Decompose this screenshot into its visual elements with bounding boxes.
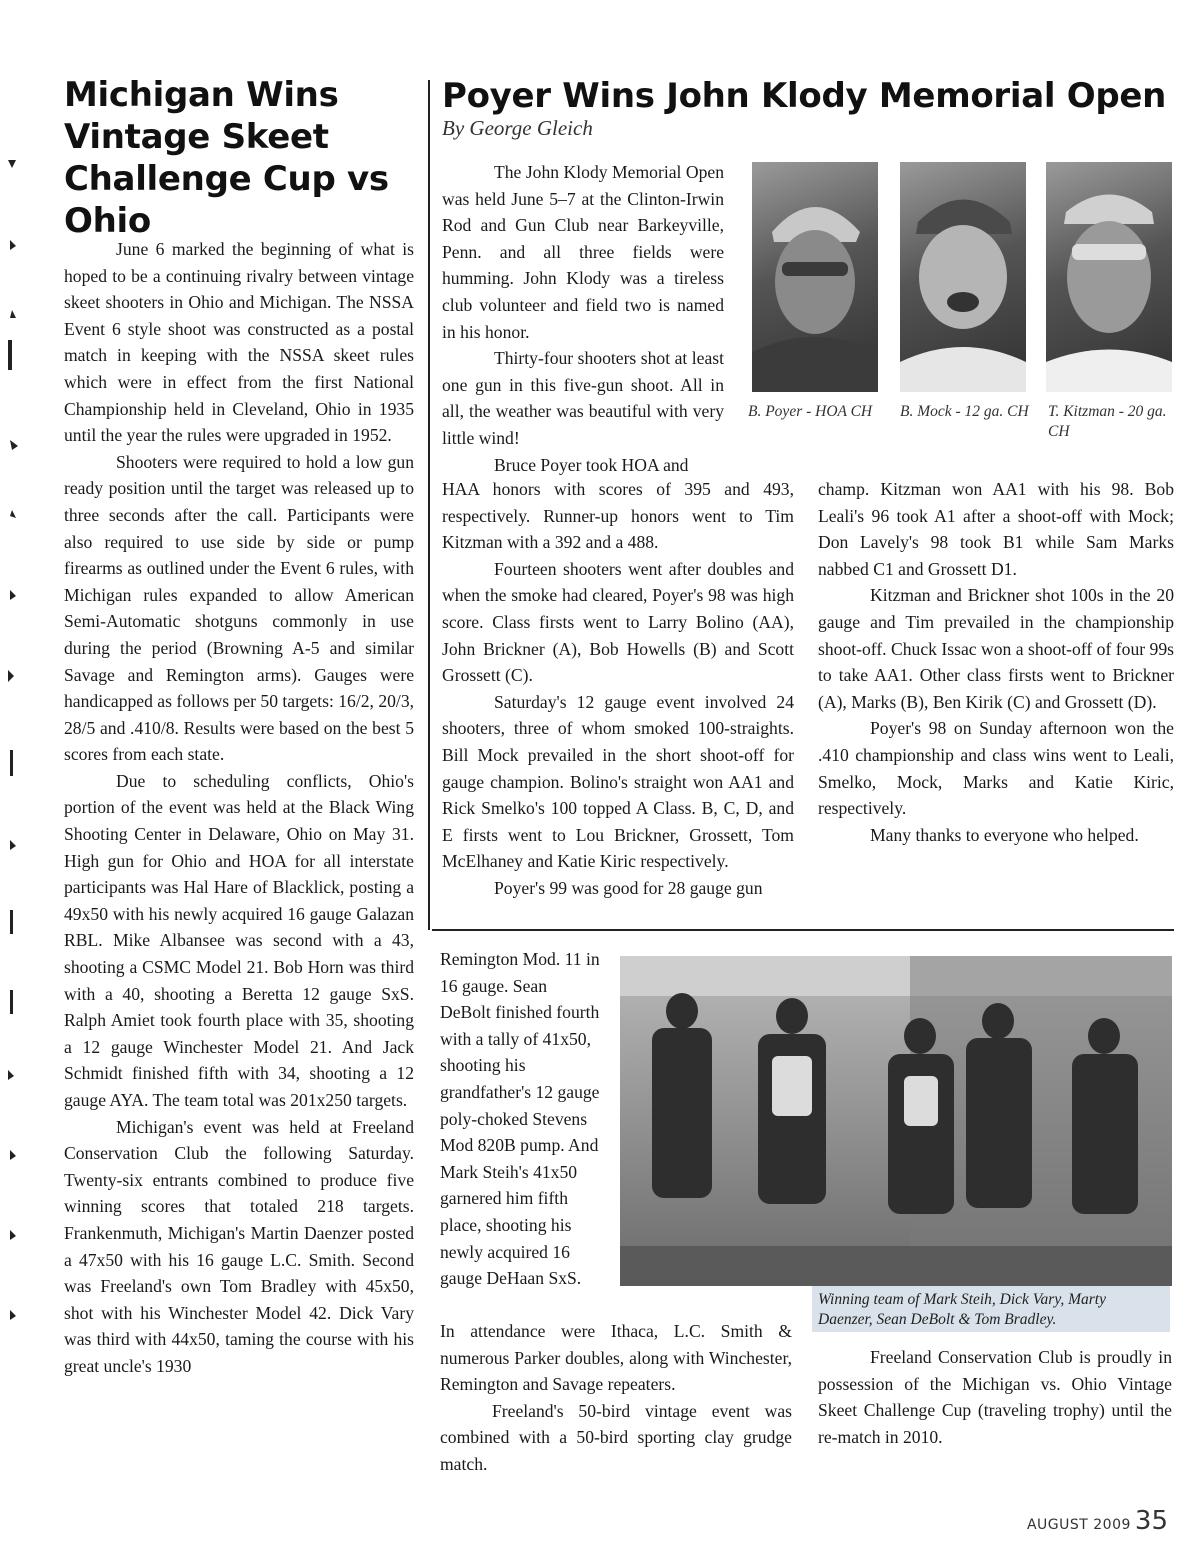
right-article-paragraph: champ. Kitzman won AA1 with his 98. Bob Leali's 96 took A1 after a shoot-off with Mock; Don Lavely's 98 took B1 while Sam Marks nabbed C1 and Grossett D1. — [818, 479, 1174, 579]
page-number: 35 — [1134, 1506, 1168, 1536]
byline: By George Gleich — [442, 116, 593, 140]
team-photo-caption: Winning team of Mark Steih, Dick Vary, Marty Daenzer, Sean DeBolt & Tom Bradley. — [812, 1286, 1170, 1332]
continuation-narrow-column — [440, 946, 600, 1292]
right-article-paragraph: Poyer's 99 was good for 28 gauge gun — [494, 877, 763, 898]
right-article-paragraph: Saturday's 12 gauge event involved 24 shooters, three of whom smoked 100-straights. Bill Mock prevailed in the short shoot-off for gauge champion. Bolino's straight won AA1 and Rick Smelko's 100 topped A Class. B, C, D, and E firsts went to Lou Brickner, Grossett, Tom McElhaney and Katie Kiric respectively. — [442, 691, 794, 872]
page-footer — [1027, 1506, 1168, 1536]
portrait-caption: B. Mock - 12 ga. CH — [900, 403, 1029, 420]
left-article-paragraph: Michigan's event was held at Freeland Conservation Club the following Saturday. Twenty-six entrants combined to produce five winning scores that totaled 218 targets. Frankenmuth, Michigan's Martin Daenzer posted a 47x50 with his 16 gauge L.C. Smith. Second was Freeland's own Tom Bradley with 45x50, shot with his Winchester Model 42. Dick Vary was third with 44x50, taming the course with his great uncle's 1930 — [64, 1116, 414, 1376]
left-article-headline: Michigan Wins Vintage Skeet Challenge Cup vs Ohio — [64, 75, 389, 241]
right-article-paragraph: The John Klody Memorial Open was held June 5–7 at the Clinton-Irwin Rod and Gun Club near Barkeyville, Penn. and all three fields were humming. John Klody was a tireless club volunteer and field two is named in his honor. — [442, 162, 724, 342]
portrait-caption: B. Poyer - HOA CH — [748, 403, 873, 420]
right-article-paragraph: Thirty-four shooters shot at least one gun in this five-gun shoot. All in all, the weather was beautiful with very little wind! — [442, 348, 724, 448]
right-article-paragraph: Many thanks to everyone who helped. — [870, 824, 1139, 845]
continuation-paragraph: Freeland Conservation Club is proudly in possession of the Michigan vs. Ohio Vintage Skeet Challenge Cup (traveling trophy) until the re-match in 2010. — [818, 1347, 1172, 1447]
right-article-paragraph: HAA honors with scores of 395 and 493, respectively. Runner-up honors went to Tim Kitzman with a 392 and a 488. — [442, 479, 794, 553]
portrait-photo-mock — [900, 162, 1026, 392]
right-article-paragraph: Bruce Poyer took HOA and — [494, 454, 689, 475]
left-article-paragraph: Due to scheduling conflicts, Ohio's portion of the event was held at the Black Wing Shooting Center in Delaware, Ohio on May 31. High gun for Ohio and HOA for all interstate participants was Hal Hare of Blacklick, posting a 49x50 with his newly acquired 16 gauge Galazan RBL. Mike Albansee was second with a 43, shooting a CSMC Model 21. Bob Horn was third with a 40, shooting a Beretta 12 gauge SxS. Ralph Amiet took fourth place with 35, shooting a 12 gauge Winchester Model 21. And Jack Schmidt finished fifth with 34, shooting a 12 gauge AYA. The team total was 201x250 targets. — [64, 770, 414, 1110]
continuation-paragraph: In attendance were Ithaca, L.C. Smith & numerous Parker doubles, along with Winchester, Remington and Savage repeaters. — [440, 1321, 792, 1395]
continuation-wide-column — [440, 1318, 792, 1478]
portrait-photo-poyer — [752, 162, 878, 392]
section-divider — [432, 929, 1174, 931]
portrait-photo-kitzman — [1046, 162, 1172, 392]
right-article-paragraph: Kitzman and Brickner shot 100s in the 20 gauge and Tim prevailed in the championship shoot-off. Chuck Issac won a shoot-off of four 99s to take AA1. Other class firsts went to Brickner (A), Marks (B), Ben Kirik (C) and Grossett (D). — [818, 585, 1174, 712]
team-photo — [620, 956, 1172, 1286]
right-article-column-2 — [818, 476, 1174, 848]
right-article-column-1-top — [442, 159, 724, 478]
right-article-headline: Poyer Wins John Klody Memorial Open — [442, 76, 1167, 116]
continuation-paragraph: Freeland's 50-bird vintage event was combined with a 50-bird sporting clay grudge match. — [440, 1400, 792, 1474]
issue-date: AUGUST 2009 — [1026, 1517, 1131, 1533]
continuation-right-column — [818, 1344, 1172, 1450]
right-article-paragraph: Poyer's 98 on Sunday afternoon won the .410 championship and class wins went to Leali, Smelko, Mock, Marks and Katie Kiric, respectively. — [818, 718, 1174, 819]
right-article-column-1-bottom — [442, 476, 794, 902]
left-article-column — [64, 236, 414, 1380]
left-article-paragraph: Shooters were required to hold a low gun ready position until the target was released up to three seconds after the call. Participants were also required to use side by side or pump firearms as outlined under the Event 6 rules, with Michigan rules expanded to allow American Semi-Automatic shotguns commonly in use during the period (Browning A-5 and similar Savage and Remington arms). Gauges were handicapped as follows per 50 targets: 16/2, 20/3, 28/5 and .410/8. Results were based on the best 5 scores from each state. — [64, 451, 415, 765]
scan-edge-marks — [0, 150, 40, 1450]
continuation-paragraph: Remington Mod. 11 in 16 gauge. Sean DeBolt finished fourth with a tally of 41x50, shooting his grandfather's 12 gauge poly-choked Stevens Mod 820B pump. And Mark Steih's 41x50 garnered him fifth place, shooting his newly acquired 16 gauge DeHaan SxS. — [440, 949, 600, 1289]
left-article-paragraph: June 6 marked the beginning of what is hoped to be a continuing rivalry between vintage skeet shooters in Ohio and Michigan. The NSSA Event 6 style shoot was constructed as a postal match in keeping with the NSSA skeet rules which were in effect from the first National Championship held in Cleveland, Ohio in 1935 until the year the rules were upgraded in 1952. — [64, 239, 414, 446]
column-divider — [428, 80, 430, 930]
portrait-caption: T. Kitzman - 20 ga. CH — [1048, 403, 1167, 440]
right-article-paragraph: Fourteen shooters went after doubles and when the smoke had cleared, Poyer's 98 was high score. Class firsts went to Larry Bolino (AA), John Brickner (A), Bob Howells (B) and Scott Grossett (C). — [442, 558, 794, 686]
